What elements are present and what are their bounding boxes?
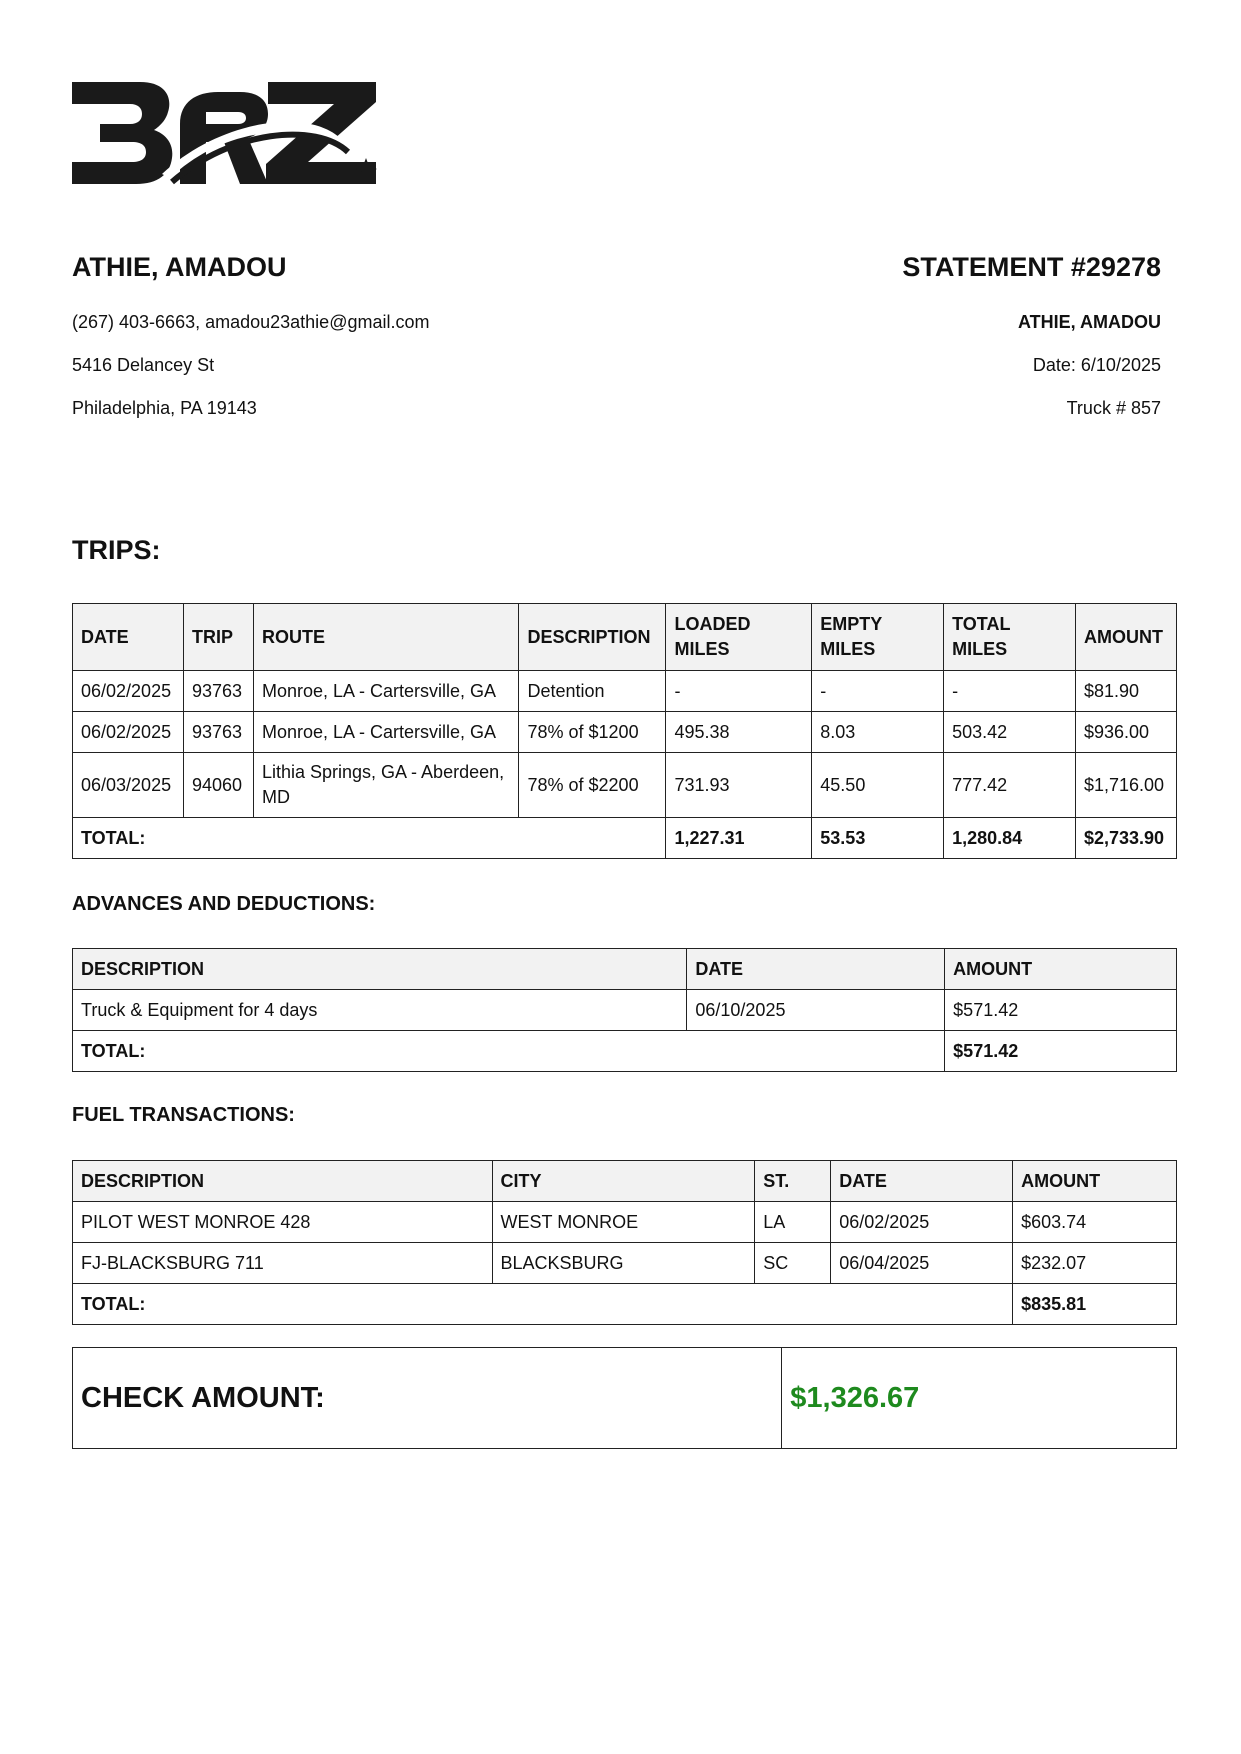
check-amount-value: $1,326.67: [782, 1348, 1177, 1449]
cell: $936.00: [1075, 712, 1176, 753]
total-empty-miles: 53.53: [812, 818, 944, 859]
total-row: [73, 818, 1177, 859]
fuel-table: [72, 1160, 1177, 1325]
check-amount-label: CHECK AMOUNT:: [73, 1348, 782, 1449]
col-header: AMOUNT: [1075, 604, 1176, 671]
table-header-row: [73, 1161, 1177, 1202]
cell: -: [944, 671, 1076, 712]
total-label: TOTAL:: [73, 1284, 1013, 1325]
total-loaded-miles: 1,227.31: [666, 818, 812, 859]
total-row: [73, 1031, 1177, 1072]
col-header: LOADED MILES: [666, 604, 812, 671]
cell: Lithia Springs, GA - Aberdeen, MD: [253, 753, 519, 818]
col-header: DATE: [831, 1161, 1013, 1202]
table-row: [73, 753, 1177, 818]
col-header: DESCRIPTION: [73, 1161, 493, 1202]
col-header: EMPTY MILES: [812, 604, 944, 671]
driver-address-line1: 5416 Delancey St: [72, 355, 215, 375]
cell: $1,716.00: [1075, 753, 1176, 818]
advances-table: [72, 948, 1177, 1072]
driver-address-line2: Philadelphia, PA 19143: [72, 398, 257, 418]
check-amount-box: [72, 1347, 1177, 1449]
cell: 45.50: [812, 753, 944, 818]
cell: 503.42: [944, 712, 1076, 753]
total-label: TOTAL:: [73, 818, 666, 859]
cell: 8.03: [812, 712, 944, 753]
cell: 777.42: [944, 753, 1076, 818]
cell: 06/10/2025: [687, 990, 945, 1031]
total-miles: 1,280.84: [944, 818, 1076, 859]
cell: 06/02/2025: [73, 671, 184, 712]
truck-number: Truck # 857: [1066, 398, 1161, 418]
col-header: CITY: [492, 1161, 755, 1202]
col-header: AMOUNT: [1013, 1161, 1177, 1202]
col-header: DESCRIPTION: [519, 604, 666, 671]
table-header-row: [73, 604, 1177, 671]
cell: 78% of $2200: [519, 753, 666, 818]
col-header: DATE: [687, 949, 945, 990]
table-row: [73, 712, 1177, 753]
table-header-row: [73, 949, 1177, 990]
statement-date: Date: 6/10/2025: [1032, 355, 1161, 375]
cell: Detention: [519, 671, 666, 712]
cell: BLACKSBURG: [492, 1243, 755, 1284]
cell: 06/03/2025: [73, 753, 184, 818]
total-amount: $835.81: [1013, 1284, 1177, 1325]
statement-title: STATEMENT #29278: [902, 252, 1161, 282]
cell: 731.93: [666, 753, 812, 818]
col-header: TOTAL MILES: [944, 604, 1076, 671]
logo-letter-b: [72, 82, 172, 184]
col-header: DESCRIPTION: [73, 949, 687, 990]
col-header: ST.: [755, 1161, 831, 1202]
total-label: TOTAL:: [73, 1031, 945, 1072]
cell: 78% of $1200: [519, 712, 666, 753]
advances-title: ADVANCES AND DEDUCTIONS:: [72, 893, 376, 915]
cell: PILOT WEST MONROE 428: [73, 1202, 493, 1243]
col-header: AMOUNT: [945, 949, 1177, 990]
cell: 94060: [183, 753, 253, 818]
total-row: [73, 1284, 1177, 1325]
table-row: [73, 990, 1177, 1031]
cell: WEST MONROE: [492, 1202, 755, 1243]
total-amount: $571.42: [945, 1031, 1177, 1072]
cell: $81.90: [1075, 671, 1176, 712]
cell: 06/02/2025: [831, 1202, 1013, 1243]
col-header: DATE: [73, 604, 184, 671]
cell: -: [812, 671, 944, 712]
cell: $571.42: [945, 990, 1177, 1031]
cell: Monroe, LA - Cartersville, GA: [253, 671, 519, 712]
driver-name: ATHIE, AMADOU: [72, 252, 287, 282]
cell: $232.07: [1013, 1243, 1177, 1284]
driver-contact: (267) 403-6663, amadou23athie@gmail.com: [72, 312, 430, 332]
fuel-title: FUEL TRANSACTIONS:: [72, 1104, 295, 1126]
cell: 93763: [183, 712, 253, 753]
cell: FJ-BLACKSBURG 711: [73, 1243, 493, 1284]
cell: Truck & Equipment for 4 days: [73, 990, 687, 1031]
col-header: TRIP: [183, 604, 253, 671]
table-row: [73, 671, 1177, 712]
col-header: ROUTE: [253, 604, 519, 671]
trips-table: [72, 603, 1177, 859]
table-row: [73, 1243, 1177, 1284]
cell: SC: [755, 1243, 831, 1284]
cell: 06/04/2025: [831, 1243, 1013, 1284]
table-row: [73, 1202, 1177, 1243]
cell: LA: [755, 1202, 831, 1243]
trips-title: TRIPS:: [72, 535, 161, 565]
cell: 06/02/2025: [73, 712, 184, 753]
cell: Monroe, LA - Cartersville, GA: [253, 712, 519, 753]
cell: 93763: [183, 671, 253, 712]
statement-name: ATHIE, AMADOU: [1018, 312, 1161, 332]
cell: -: [666, 671, 812, 712]
cell: $603.74: [1013, 1202, 1177, 1243]
company-logo: [72, 78, 382, 190]
cell: 495.38: [666, 712, 812, 753]
total-amount: $2,733.90: [1075, 818, 1176, 859]
